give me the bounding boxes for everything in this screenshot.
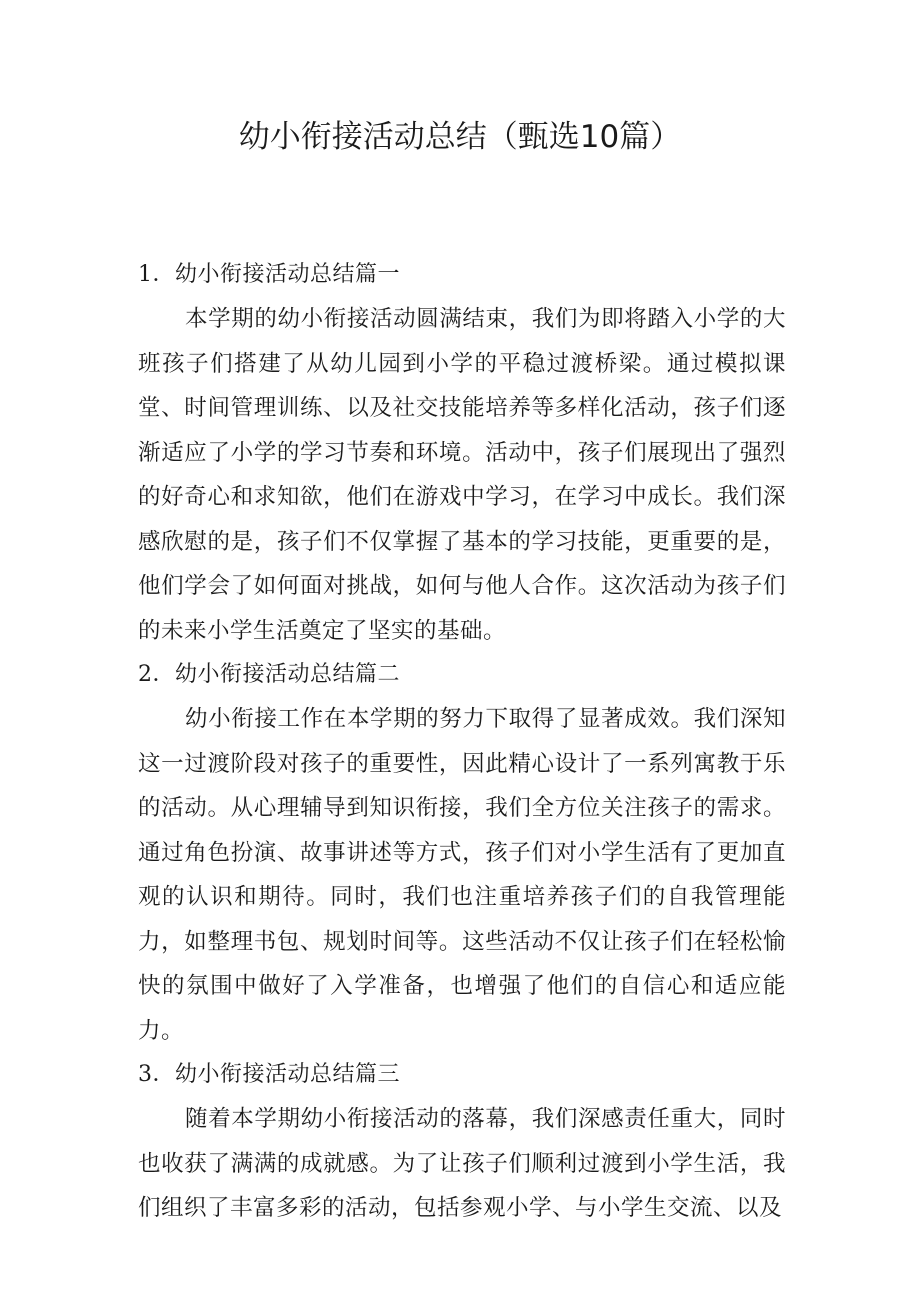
- section-1: [138, 253, 786, 653]
- section-paragraph: 随着本学期幼小衔接活动的落幕，我们深感责任重大，同时也收获了满满的成就感。为了让孩子们顺利过渡到小学生活，我们组织了丰富多彩的活动，包括参观小学、与小学生交流、以及: [138, 1106, 786, 1221]
- section-paragraph: 本学期的幼小衔接活动圆满结束，我们为即将踏入小学的大班孩子们搭建了从幼儿园到小学的平稳过渡桥梁。通过模拟课堂、时间管理训练、以及社交技能培养等多样化活动，孩子们逐渐适应了小学的学习节奏和环境。活动中，孩子们展现出了强烈的好奇心和求知欲，他们在游戏中学习，在学习中成长。我们深感欣慰的是，孩子们不仅掌握了基本的学习技能，更重要的是，他们学会了如何面对挑战，如何与他人合作。这次活动为孩子们的未来小学生活奠定了坚实的基础。: [138, 306, 786, 644]
- document-title: 幼小衔接活动总结（甄选10篇）: [238, 119, 682, 155]
- section-3: [138, 1053, 786, 1231]
- section-heading: 1．幼小衔接活动总结篇一: [138, 262, 400, 287]
- document-body: [138, 253, 786, 1231]
- section-2: [138, 653, 786, 1053]
- section-heading: 2．幼小衔接活动总结篇二: [138, 662, 400, 687]
- section-paragraph: 幼小衔接工作在本学期的努力下取得了显著成效。我们深知这一过渡阶段对孩子的重要性，因此精心设计了一系列寓教于乐的活动。从心理辅导到知识衔接，我们全方位关注孩子的需求。通过角色扮演、故事讲述等方式，孩子们对小学生活有了更加直观的认识和期待。同时，我们也注重培养孩子们的自我管理能力，如整理书包、规划时间等。这些活动不仅让孩子们在轻松愉快的氛围中做好了入学准备，也增强了他们的自信心和适应能力。: [138, 706, 786, 1044]
- section-heading: 3．幼小衔接活动总结篇三: [138, 1062, 400, 1087]
